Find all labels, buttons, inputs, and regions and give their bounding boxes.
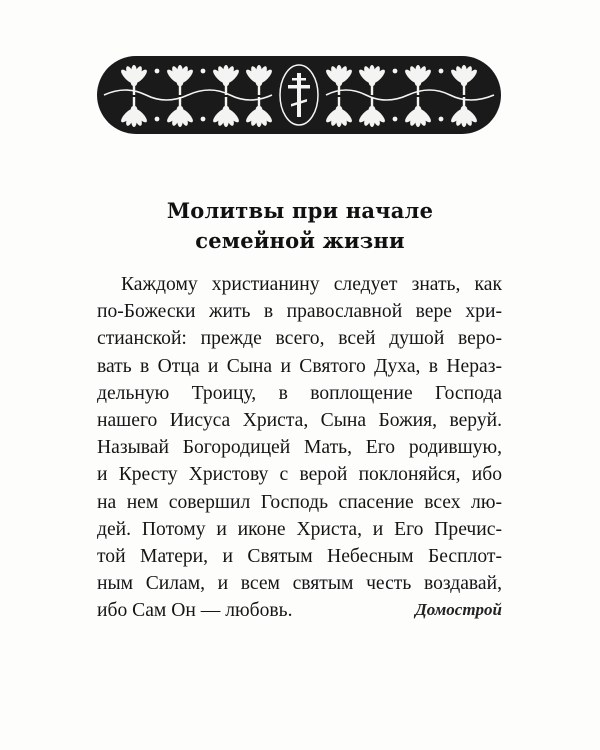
ornament-dot xyxy=(155,69,160,74)
text-line: дельную Троицу, в воплощение Господа xyxy=(97,382,502,404)
ornament-pattern xyxy=(96,55,502,135)
text-line: ибо Сам Он — любовь. xyxy=(97,600,293,622)
page-title xyxy=(0,196,600,256)
text-line: стианской: прежде всего, всей душой веро- xyxy=(97,328,502,350)
text-line: Каждому христианину следует знать, как xyxy=(121,274,502,295)
title-line-2: семейной жизни xyxy=(195,228,405,253)
text-line: дей. Потому и иконе Христа, и Его Пречис- xyxy=(97,518,502,540)
text-line: на нем совершил Господь спасение всех лю- xyxy=(97,491,502,513)
text-line: и Кресту Христову с верой поклоняйся, ибо xyxy=(97,464,502,486)
source-attribution: Домострой xyxy=(415,600,502,619)
ornament-dot xyxy=(201,117,206,122)
title-line-1: Молитвы при начале xyxy=(166,198,434,223)
text-line: вать в Отца и Сына и Святого Духа, в Нераз- xyxy=(97,355,502,377)
text-line: той Матери, и Святым Небесным Бесплот- xyxy=(97,546,502,568)
ornamental-banner xyxy=(96,55,502,135)
ornament-dot xyxy=(393,117,398,122)
orthodox-cross-icon xyxy=(280,65,318,125)
body-paragraph xyxy=(97,271,502,625)
text-line: Называй Богородицей Мать, Его родившую, xyxy=(97,437,502,459)
text-line: нашего Иисуса Христа, Сына Божия, веруй. xyxy=(97,410,502,432)
ornament-dot xyxy=(155,117,160,122)
ornament-dot xyxy=(439,69,444,74)
ornament-dot xyxy=(393,69,398,74)
text-line: по-Божески жить в православной вере хри- xyxy=(97,301,502,323)
ornament-dot xyxy=(439,117,444,122)
text-line: ным Силам, и всем святым честь воздавай, xyxy=(97,573,502,595)
ornament-dot xyxy=(201,69,206,74)
